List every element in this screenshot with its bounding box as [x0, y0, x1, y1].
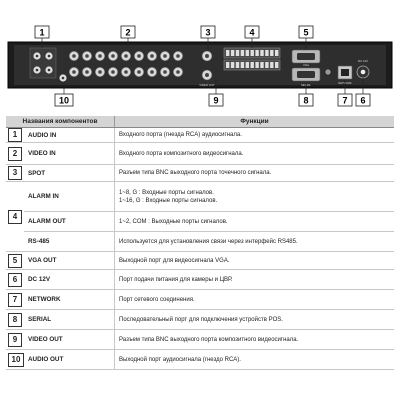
table-row — [6, 143, 394, 165]
component-description: Порт подачи питания для камеры и ЦВР. — [115, 270, 395, 290]
row-number-badge: 5 — [8, 254, 22, 268]
bnc-connector-center — [163, 54, 167, 58]
component-name: SPOT — [24, 165, 115, 182]
row-number-cell — [6, 310, 24, 330]
component-name: ALARM OUT — [24, 212, 115, 232]
terminal-pin — [260, 62, 263, 68]
svg-text:NETWORK: NETWORK — [338, 82, 352, 85]
row-number-cell — [6, 143, 24, 165]
terminal-pin — [265, 50, 268, 56]
terminal-pin — [231, 50, 234, 56]
terminal-pin — [255, 62, 258, 68]
component-description — [115, 182, 395, 212]
terminal-pin — [270, 62, 273, 68]
svg-text:SERIAL: SERIAL — [301, 83, 311, 87]
bnc-connector-center — [111, 54, 115, 58]
audio-out-port — [59, 74, 66, 81]
terminal-pin — [265, 62, 268, 68]
row-number-cell — [6, 182, 24, 252]
component-name: AUDIO OUT — [24, 350, 115, 370]
row-number-badge: 7 — [8, 293, 22, 307]
row-number-cell — [6, 165, 24, 182]
component-name: SERIAL — [24, 310, 115, 330]
component-name: VGA OUT — [24, 252, 115, 270]
component-description: Выходной порт аудиосигнала (гнездо RCA). — [115, 350, 395, 370]
svg-text:9: 9 — [213, 95, 219, 106]
component-name: VIDEO IN — [24, 143, 115, 165]
terminal-pin — [251, 50, 254, 56]
svg-text:2: 2 — [125, 27, 131, 38]
component-name: ALARM IN — [24, 182, 115, 212]
description-line: 1~8, G : Входные порты сигналов. — [119, 189, 214, 196]
bnc-connector-center — [176, 70, 180, 74]
bnc-connector-center — [85, 70, 89, 74]
table-row — [6, 310, 394, 330]
row-number-badge: 4 — [8, 210, 22, 224]
terminal-pin — [246, 50, 249, 56]
terminal-pin — [270, 50, 273, 56]
svg-text:DC 12V: DC 12V — [358, 59, 368, 63]
row-number-badge: 6 — [8, 273, 22, 287]
terminal-pin — [246, 62, 249, 68]
component-name: VIDEO OUT — [24, 330, 115, 350]
components-table — [6, 116, 394, 370]
component-description: Разъем типа BNC выходного порта композитного видеосигнала. — [115, 330, 395, 350]
terminal-pin — [236, 50, 239, 56]
table-row — [6, 290, 394, 310]
svg-text:8: 8 — [303, 95, 309, 106]
bnc-connector-center — [98, 70, 102, 74]
bnc-connector-center — [111, 70, 115, 74]
bnc-connector-center — [124, 54, 128, 58]
table-row — [6, 165, 394, 182]
header-functions: Функции — [115, 116, 395, 128]
terminal-pin — [231, 62, 234, 68]
callout-5 — [299, 26, 313, 38]
callout-2 — [121, 26, 135, 38]
table-row — [6, 212, 394, 232]
row-number-cell — [6, 330, 24, 350]
row-number-badge: 1 — [8, 128, 22, 142]
component-name: DC 12V — [24, 270, 115, 290]
terminal-pin — [255, 50, 258, 56]
bnc-connector-center — [150, 54, 154, 58]
bnc-connector-center — [150, 70, 154, 74]
terminal-pin — [241, 62, 244, 68]
svg-text:4: 4 — [249, 27, 255, 38]
bnc-connector-center — [124, 70, 128, 74]
component-name: AUDIO IN — [24, 128, 115, 143]
row-number-cell — [6, 252, 24, 270]
header-component-names: Названия компонентов — [6, 116, 115, 128]
component-name: NETWORK — [24, 290, 115, 310]
table-row — [6, 270, 394, 290]
callout-3 — [201, 26, 215, 38]
terminal-pin — [236, 62, 239, 68]
table-header-row — [6, 116, 394, 128]
svg-text:6: 6 — [360, 95, 366, 106]
dc-12v-port — [357, 59, 369, 78]
callout-8 — [299, 94, 313, 106]
row-number-badge: 3 — [8, 166, 22, 180]
row-number-badge: 10 — [8, 353, 24, 367]
table-row — [6, 330, 394, 350]
component-description: Выходной порт для видеосигнала VGA. — [115, 252, 395, 270]
svg-text:VIDEO OUT: VIDEO OUT — [199, 83, 215, 87]
row-number-cell — [6, 270, 24, 290]
svg-text:10: 10 — [58, 95, 70, 106]
terminal-pin — [226, 50, 229, 56]
terminal-pin — [241, 50, 244, 56]
bnc-connector-center — [176, 54, 180, 58]
svg-text:VGA: VGA — [303, 63, 309, 67]
callout-6 — [356, 94, 370, 106]
svg-text:3: 3 — [205, 27, 211, 38]
callout-7 — [338, 94, 352, 106]
terminal-pin — [275, 50, 278, 56]
component-description: 1~2, COM : Выходные порты сигналов. — [115, 212, 395, 232]
bnc-connector-center — [98, 54, 102, 58]
callout-9 — [209, 94, 223, 106]
component-description: Входного порта композитного видеосигнала. — [115, 143, 395, 165]
terminal-pin — [275, 62, 278, 68]
table-row — [6, 182, 394, 212]
svg-text:7: 7 — [342, 95, 348, 106]
row-number-cell — [6, 290, 24, 310]
row-number-cell — [6, 350, 24, 370]
row-number-badge: 9 — [8, 333, 22, 347]
bnc-connector-center — [72, 70, 76, 74]
component-description: Входного порта (гнезда RCA) аудиосигнала. — [115, 128, 395, 143]
callout-4 — [245, 26, 259, 38]
terminal-pin — [260, 50, 263, 56]
terminal-pin — [251, 62, 254, 68]
table-row — [6, 128, 394, 143]
bnc-connector-center — [137, 54, 141, 58]
callout-1 — [35, 26, 49, 38]
row-number-badge: 2 — [8, 147, 22, 161]
bnc-connector-center — [85, 54, 89, 58]
callout-10 — [55, 94, 73, 106]
spot-port — [202, 51, 212, 61]
rear-panel-diagram — [0, 0, 400, 108]
table-row — [6, 232, 394, 252]
svg-text:1: 1 — [39, 27, 45, 38]
row-number-badge: 8 — [8, 313, 22, 327]
audio-in-ports — [30, 48, 56, 78]
component-description: Используется для установления связи через интерфейс RS485. — [115, 232, 395, 252]
description-line: 1~16, G : Входные порты сигналов. — [119, 197, 218, 204]
component-description: Последовательный порт для подключения устройств POS. — [115, 310, 395, 330]
bnc-connector-center — [72, 54, 76, 58]
svg-text:5: 5 — [303, 27, 309, 38]
component-name: RS-485 — [24, 232, 115, 252]
terminal-pin — [226, 62, 229, 68]
bnc-connector-center — [163, 70, 167, 74]
row-number-cell — [6, 128, 24, 143]
component-description: Порт сетевого соединения. — [115, 290, 395, 310]
bnc-connector-center — [137, 70, 141, 74]
table-row — [6, 350, 394, 370]
component-description: Разъем типа BNC выходного порта точечного сигнала. — [115, 165, 395, 182]
table-row — [6, 252, 394, 270]
